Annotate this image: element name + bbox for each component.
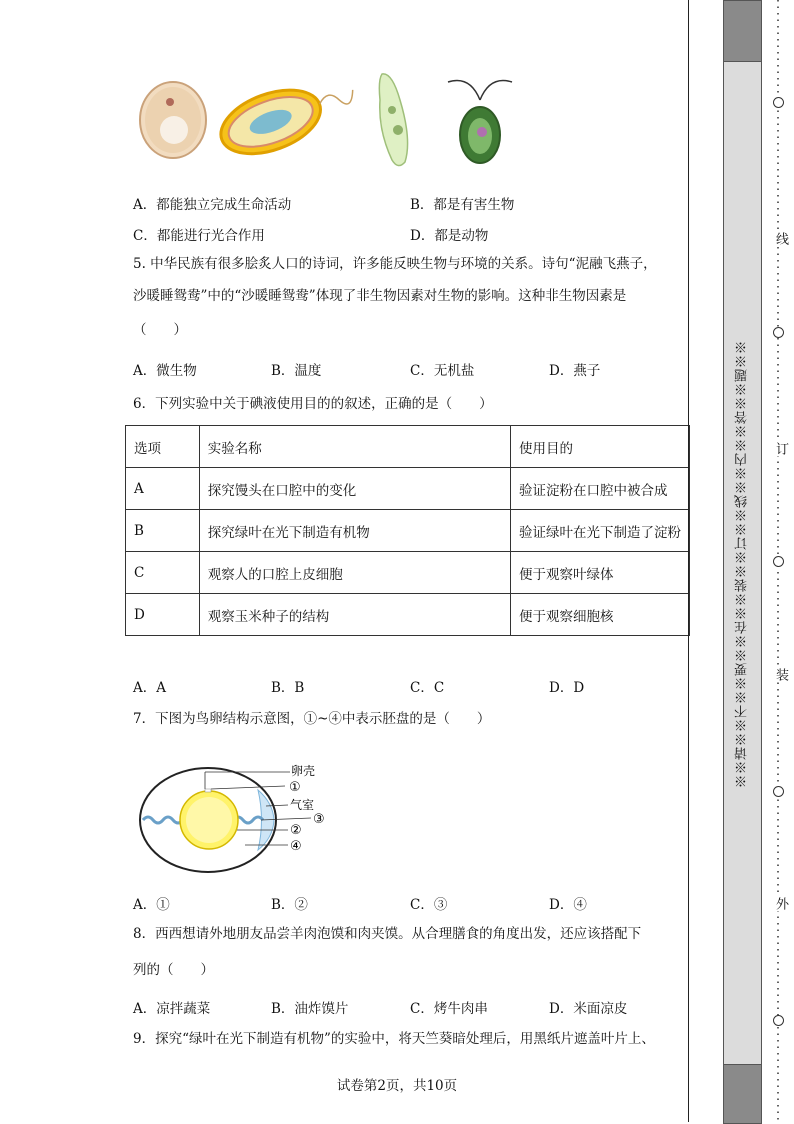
bacterium-image bbox=[212, 70, 363, 166]
q6-option-c: C．C bbox=[410, 680, 445, 696]
q8-line-1: 8．西西想请外地朋友品尝羊肉泡馍和肉夹馍。从合理膳食的角度出发，还应该搭配下 bbox=[133, 926, 642, 942]
table-row bbox=[126, 552, 690, 594]
inner-warning-text: ※※请※※不※※要※※在※※装※※订※※线※※内※※答※※题※※ bbox=[735, 340, 750, 788]
binding-border-line bbox=[688, 0, 689, 1122]
seal-circle-mark bbox=[773, 327, 784, 338]
table-cell: 验证绿叶在光下制造了淀粉 bbox=[511, 510, 690, 552]
table-header-cell: 实验名称 bbox=[199, 426, 510, 468]
q4-option-c: C．都能进行光合作用 bbox=[133, 228, 265, 244]
q8-option-a: A．凉拌蔬菜 bbox=[133, 1001, 211, 1017]
table-cell: B bbox=[126, 510, 200, 552]
seal-circle-mark bbox=[773, 786, 784, 797]
table-cell: 便于观察细胞核 bbox=[511, 594, 690, 636]
table-row bbox=[126, 468, 690, 510]
q7-option-d: D．④ bbox=[549, 897, 587, 913]
seal-label-line: 线 bbox=[773, 232, 788, 246]
seal-circle-mark bbox=[773, 1015, 784, 1026]
q5-line-1: 5. 中华民族有很多脍炙人口的诗词，许多能反映生物与环境的关系。诗句“泥融飞燕子， bbox=[133, 256, 657, 272]
binding-strip-bottom-block bbox=[723, 1064, 762, 1124]
q8-option-d: D．米面凉皮 bbox=[549, 1001, 628, 1017]
table-cell: 便于观察叶绿体 bbox=[511, 552, 690, 594]
q7-option-a: A．① bbox=[133, 897, 170, 913]
q8-option-b: B．油炸馍片 bbox=[271, 1001, 349, 1017]
q5-option-c: C．无机盐 bbox=[410, 363, 475, 379]
seal-label-fold: 装 bbox=[773, 668, 788, 682]
table-row bbox=[126, 594, 690, 636]
q5-option-d: D．燕子 bbox=[549, 363, 601, 379]
table-row bbox=[126, 510, 690, 552]
egg-label-1: ① bbox=[289, 780, 301, 795]
q6-option-a: A．A bbox=[133, 680, 166, 696]
q9-line-1: 9．探究“绿叶在光下制造有机物”的实验中，将天竺葵暗处理后，用黑纸片遮盖叶片上、 bbox=[133, 1031, 655, 1047]
q4-option-a: A．都能独立完成生命活动 bbox=[133, 197, 292, 213]
chlamydomonas-image bbox=[448, 80, 512, 163]
protist-image bbox=[379, 74, 407, 166]
q7-option-c: C．③ bbox=[410, 897, 448, 913]
table-cell: C bbox=[126, 552, 200, 594]
q6-option-b: B．B bbox=[271, 680, 305, 696]
seal-circle-mark bbox=[773, 97, 784, 108]
egg-label-shell: 卵壳 bbox=[291, 764, 316, 778]
table-header-row bbox=[126, 426, 690, 468]
q5-line-3: （ ） bbox=[133, 322, 187, 338]
table-header-cell: 选项 bbox=[126, 426, 200, 468]
q8-line-2: 列的（ ） bbox=[133, 962, 214, 978]
egg-diagram bbox=[133, 758, 343, 878]
table-cell: A bbox=[126, 468, 200, 510]
table-cell: 验证淀粉在口腔中被合成 bbox=[511, 468, 690, 510]
egg-label-air: 气室 bbox=[290, 798, 315, 812]
egg-label-2: ② bbox=[290, 823, 302, 838]
seal-circle-mark bbox=[773, 556, 784, 567]
table-cell: 探究绿叶在光下制造有机物 bbox=[199, 510, 510, 552]
seal-label-outer: 外 bbox=[773, 897, 788, 911]
egg-label-3: ③ bbox=[313, 812, 325, 827]
q7-stem: 7．下图为鸟卵结构示意图，①~④中表示胚盘的是（ ） bbox=[133, 711, 491, 727]
experiment-table bbox=[125, 425, 690, 636]
table-cell: 观察玉米种子的结构 bbox=[199, 594, 510, 636]
q4-option-b: B．都是有害生物 bbox=[410, 197, 515, 213]
table-cell: 探究馒头在口腔中的变化 bbox=[199, 468, 510, 510]
q6-stem: 6．下列实验中关于碘液使用目的的叙述，正确的是（ ） bbox=[133, 396, 493, 412]
table-cell: D bbox=[126, 594, 200, 636]
q7-option-b: B．② bbox=[271, 897, 308, 913]
q5-line-2: 沙暖睡鸳鸯”中的“沙暖睡鸳鸯”体现了非生物因素对生物的影响。这种非生物因素是 bbox=[133, 288, 627, 304]
table-cell: 观察人的口腔上皮细胞 bbox=[199, 552, 510, 594]
q5-option-b: B．温度 bbox=[271, 363, 322, 379]
seal-label-bind: 订 bbox=[773, 442, 788, 456]
cell-images bbox=[130, 70, 530, 170]
q4-option-d: D．都是动物 bbox=[410, 228, 489, 244]
table-header-cell: 使用目的 bbox=[511, 426, 690, 468]
q8-option-c: C．烤牛肉串 bbox=[410, 1001, 488, 1017]
q5-option-a: A．微生物 bbox=[133, 363, 197, 379]
animal-cell-image bbox=[140, 82, 206, 158]
binding-strip-top-block bbox=[723, 0, 762, 62]
page-footer: 试卷第2页，共10页 bbox=[336, 1078, 458, 1094]
q6-option-d: D．D bbox=[549, 680, 585, 696]
egg-label-4: ④ bbox=[290, 839, 302, 854]
